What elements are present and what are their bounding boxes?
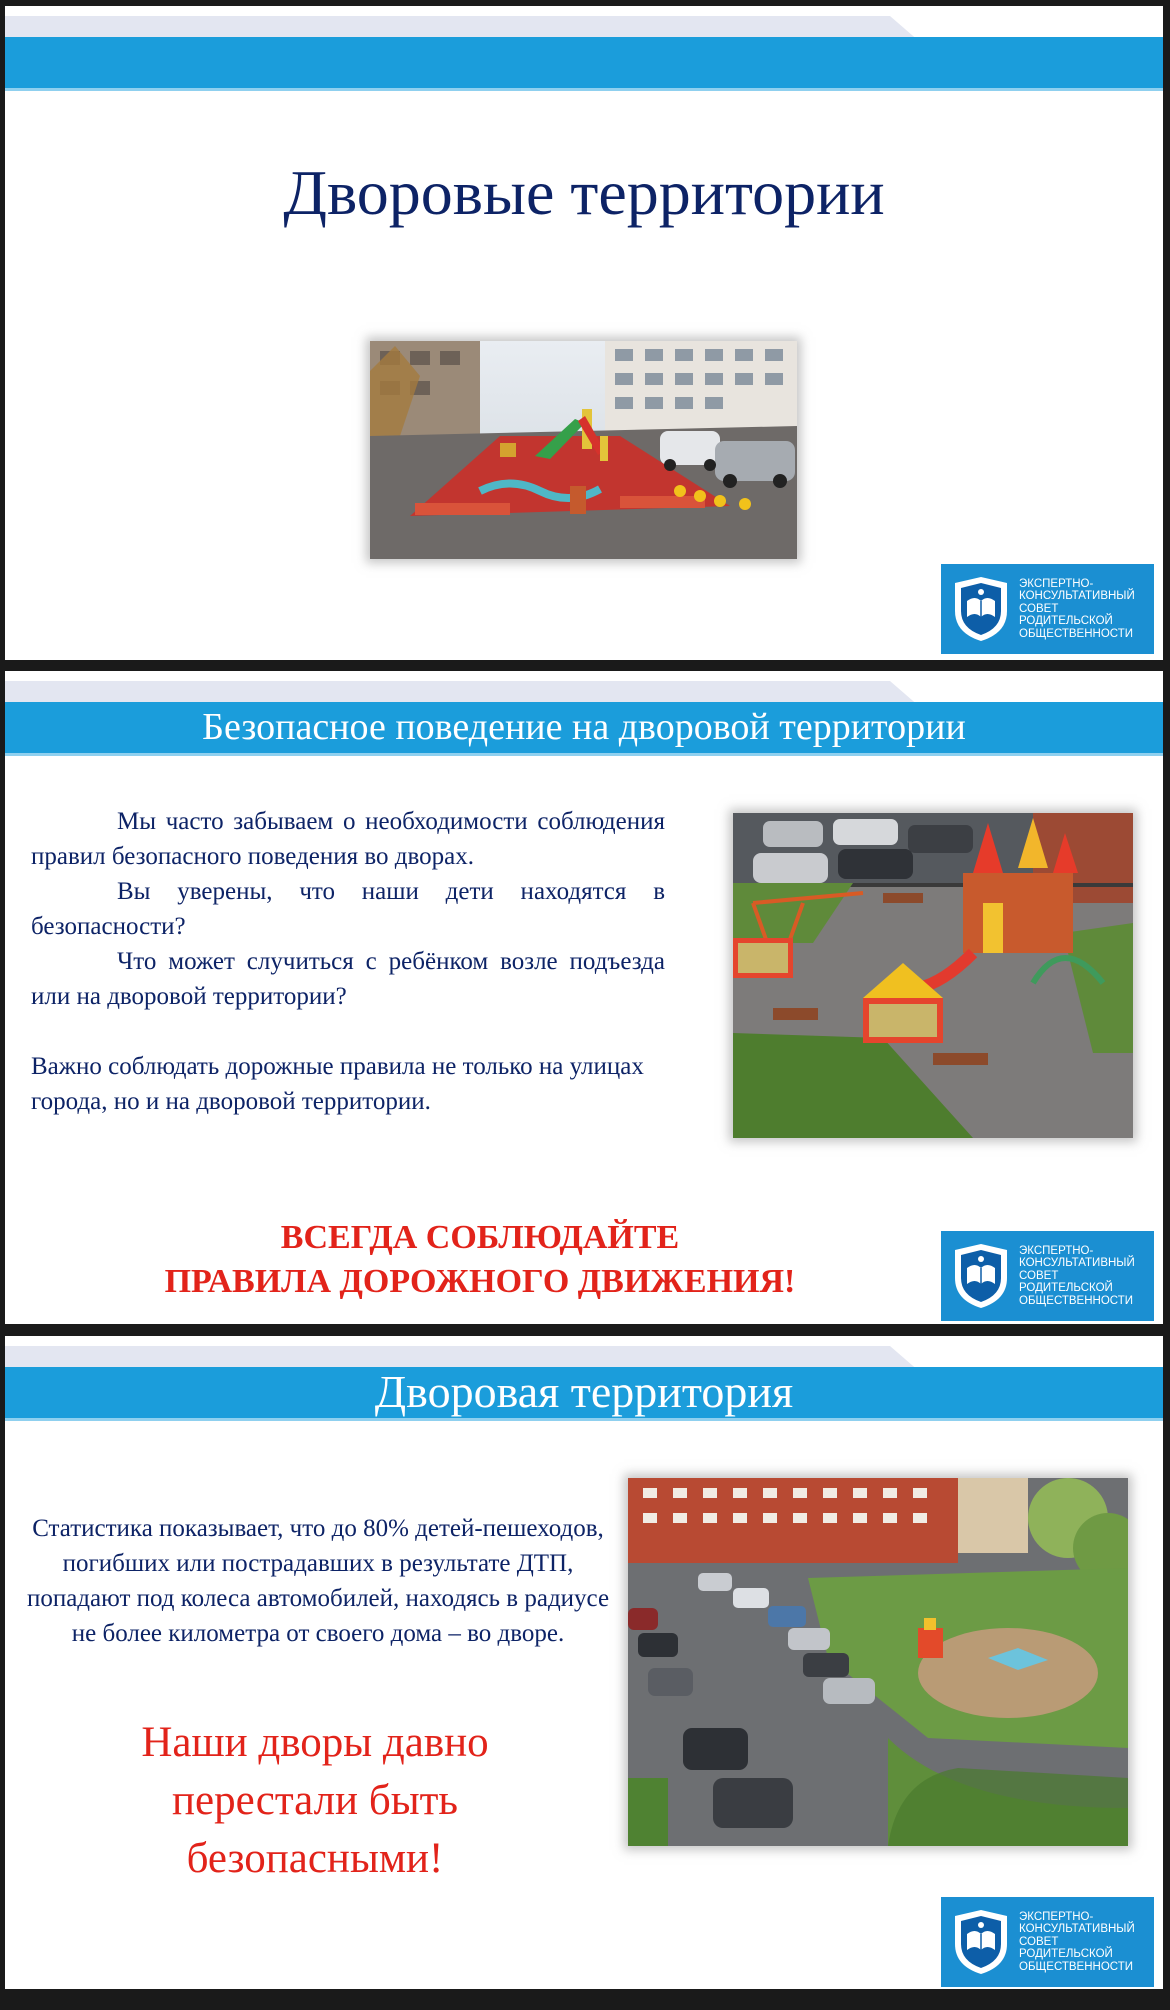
logo-line: КОНСУЛЬТАТИВНЫЙ <box>1019 590 1135 603</box>
header-band <box>5 37 1163 88</box>
statistic-text: Статистика показывает, что до 80% детей-пешеходов, погибших или пострадавших в результате ДТП, попадают под колеса автомобилей, находясь в радиусе не более километра от своего дома – во дворе. <box>26 1515 610 1647</box>
council-logo <box>941 1231 1154 1321</box>
warning-line: перестали быть <box>171 1777 458 1824</box>
warning-line: ПРАВИЛА ДОРОЖНОГО ДВИЖЕНИЯ! <box>164 1263 796 1300</box>
slide-2 <box>5 671 1163 1324</box>
council-logo <box>941 564 1154 654</box>
logo-line: РОДИТЕЛЬСКОЙ <box>1019 615 1113 628</box>
logo-line: ЭКСПЕРТНО- <box>1019 1910 1094 1923</box>
paragraph: Что может случиться с ребёнком возле подъезда или на дворовой территории? <box>31 948 665 1010</box>
warning-line: ВСЕГДА СОБЛЮДАЙТЕ <box>280 1219 680 1256</box>
logo-line: СОВЕТ <box>1019 1935 1059 1948</box>
council-logo <box>941 1897 1154 1987</box>
safety-warning <box>65 1216 895 1304</box>
logo-line: ЭКСПЕРТНО- <box>1019 577 1094 590</box>
logo-line: РОДИТЕЛЬСКОЙ <box>1019 1282 1113 1295</box>
warning-line: Наши дворы давно <box>141 1719 489 1766</box>
paragraph: Важно соблюдать дорожные правила не только на улицах города, но и на дворовой территории. <box>31 1053 644 1115</box>
paragraph: Вы уверены, что наши дети находятся в безопасности? <box>31 878 665 940</box>
council-emblem-icon <box>953 1242 1009 1310</box>
warning-line: безопасными! <box>186 1835 444 1882</box>
slide-1 <box>5 6 1163 660</box>
paragraph: Мы часто забываем о необходимости соблюдения правил безопасного поведения во дворах. <box>31 808 665 870</box>
header-divider <box>5 88 1163 91</box>
safety-warning <box>85 1714 545 1888</box>
logo-line: ОБЩЕСТВЕННОСТИ <box>1019 627 1134 640</box>
slide-title: Дворовые территории <box>283 157 885 228</box>
council-emblem-icon <box>953 575 1009 643</box>
council-emblem-icon <box>953 1908 1009 1976</box>
slide-header: Дворовая территория <box>374 1366 794 1417</box>
logo-line: ОБЩЕСТВЕННОСТИ <box>1019 1960 1134 1973</box>
header-divider <box>5 1418 1163 1421</box>
logo-line: СОВЕТ <box>1019 602 1059 615</box>
logo-line: ЭКСПЕРТНО- <box>1019 1244 1094 1257</box>
logo-line: КОНСУЛЬТАТИВНЫЙ <box>1019 1923 1135 1936</box>
playground-photo <box>370 341 797 559</box>
logo-line: РОДИТЕЛЬСКОЙ <box>1019 1948 1113 1961</box>
playground-photo <box>733 813 1133 1138</box>
header-divider <box>5 753 1163 756</box>
logo-line: ОБЩЕСТВЕННОСТИ <box>1019 1294 1134 1307</box>
slide-header: Безопасное поведение на дворовой территории <box>202 706 966 748</box>
courtyard-parking-photo <box>628 1478 1128 1846</box>
slide-3 <box>5 1336 1163 1989</box>
logo-line: СОВЕТ <box>1019 1269 1059 1282</box>
slide-body <box>31 804 665 1119</box>
logo-line: КОНСУЛЬТАТИВНЫЙ <box>1019 1257 1135 1270</box>
